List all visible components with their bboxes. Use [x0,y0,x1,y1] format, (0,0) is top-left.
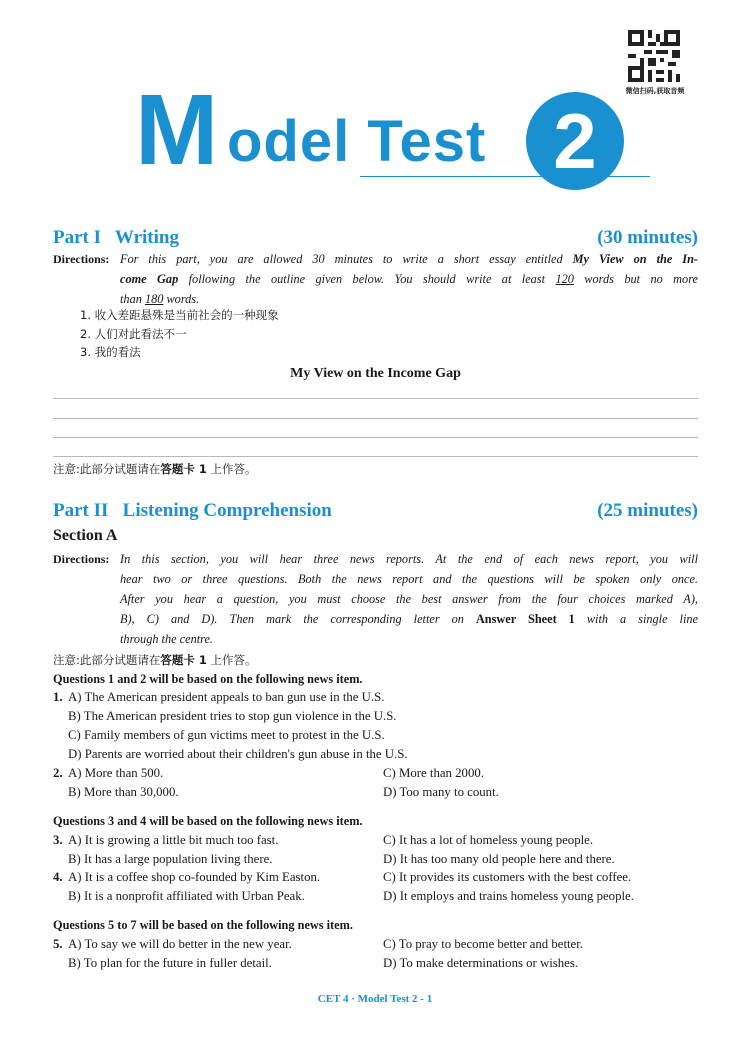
part2-directions-label: Directions: [53,552,110,566]
question-row [53,745,698,764]
dir-text: words. [163,292,200,306]
test-number: 2 [553,97,597,185]
part2-answer-note [53,652,257,668]
answer-option: B) It has a large population living there. [68,852,273,866]
answer-option: B) More than 30,000. [68,785,179,799]
note-text: 注意:此部分试题请在 [53,462,161,476]
writing-line [53,418,698,419]
part2-title: Part II Listening Comprehension [53,500,332,521]
max-words: 180 [144,292,164,306]
outline-item: 3. 我的看法 [80,345,141,359]
answer-option: B) The American president tries to stop gun violence in the U.S. [68,709,397,723]
question-number: 5. [53,937,63,951]
question-number: 2. [53,766,63,780]
answer-option: C) Family members of gun victims meet to protest in the U.S. [68,728,385,742]
part1-answer-note [53,461,257,477]
dir-line: In this section, you will hear three news reports. At the end of each news report, you will [120,552,698,566]
dir-text: following the outline given below. You should write at least [178,272,556,286]
essay-title-ref: My View on the In- [572,252,698,266]
question-group-heading: Questions 3 and 4 will be based on the following news item. [53,814,363,828]
qr-caption: 微信扫码,获取音频 [625,87,685,95]
answer-option: C) It has a lot of homeless young people. [383,833,594,847]
writing-line [53,398,698,399]
note-text: 上作答。 [206,462,257,476]
answer-option: C) It provides its customers with the best coffee. [383,870,632,884]
part2-directions [120,549,698,649]
dir-line: hear two or three questions. Both the news report and the questions will be spoken only once. [120,572,698,586]
dir-text: than [120,292,145,306]
answer-option: A) It is a coffee shop co-founded by Kim Easton. [68,870,321,884]
part1-directions [120,249,698,309]
outline-item: 2. 人们对此看法不一 [80,326,187,341]
answer-option: D) To make determinations or wishes. [383,956,579,970]
writing-line [53,437,698,438]
essay-outline [80,306,279,362]
title-initial: M [135,74,215,186]
answer-option: C) More than 2000. [383,766,484,780]
question-row [53,688,698,707]
part1-directions-label: Directions: [53,252,110,266]
answer-sheet-ref: 答题卡 1 [160,462,207,476]
outline-item: 1. 收入差距悬殊是当前社会的一种现象 [80,308,279,322]
min-words: 120 [555,272,574,286]
question-row [53,868,698,887]
answer-option: A) To say we will do better in the new year. [68,937,292,951]
part2-heading [53,500,698,522]
answer-option: B) It is a nonprofit affiliated with Urban Peak. [68,889,305,903]
part1-heading [53,227,698,249]
answer-option: A) More than 500. [68,766,164,780]
answer-option: A) It is growing a little bit much too fast. [68,833,279,847]
question-number: 3. [53,833,63,847]
part1-title: Part I Writing [53,227,179,248]
question-row [53,707,698,726]
dir-text: For this part, you are allowed 30 minutes to write a short essay entitled [120,252,573,266]
question-number: 4. [53,870,63,884]
dir-line: After you hear a question, you must choose the best answer from the four choices marked A), [120,592,698,606]
answer-option: B) To plan for the future in fuller detail. [68,956,272,970]
section-a-heading: Section A [53,527,118,544]
question-row [53,850,698,869]
dir-line: through the centre. [120,632,214,646]
dir-text: words but no more [573,272,698,286]
note-text: 上作答。 [206,653,257,667]
page-footer: CET 4 · Model Test 2 - 1 [317,993,433,1005]
question-row [53,783,698,802]
writing-line [53,456,698,457]
answer-option: D) It has too many old people here and there. [383,852,615,866]
note-text: 注意:此部分试题请在 [53,653,161,667]
qr-code [628,30,680,82]
answer-option: A) The American president appeals to ban gun use in the U.S. [68,690,385,704]
answer-sheet-ref: Answer Sheet 1 [475,612,575,626]
answer-option: D) It employs and trains homeless young people. [383,889,634,903]
question-row [53,887,698,906]
question-group-heading: Questions 1 and 2 will be based on the following news item. [53,672,363,686]
title-text: odel Test [227,109,487,174]
essay-title-ref: come Gap [120,272,179,286]
answer-option: D) Parents are worried about their children's gun abuse in the U.S. [68,747,408,761]
question-row [53,831,698,850]
question-group-heading: Questions 5 to 7 will be based on the following news item. [53,918,353,932]
question-row [53,954,698,973]
dir-text: B), C) and D). Then mark the corresponding letter on [120,612,476,626]
essay-title: My View on the Income Gap [290,366,461,381]
question-row [53,764,698,783]
answer-option: D) Too many to count. [383,785,499,799]
part2-time: (25 minutes) [597,500,698,521]
dir-text: with a single line [574,612,698,626]
question-row [53,726,698,745]
answer-option: C) To pray to become better and better. [383,937,583,951]
part1-time: (30 minutes) [597,227,698,248]
question-number: 1. [53,690,63,704]
answer-sheet-ref: 答题卡 1 [160,653,207,667]
question-row [53,935,698,954]
